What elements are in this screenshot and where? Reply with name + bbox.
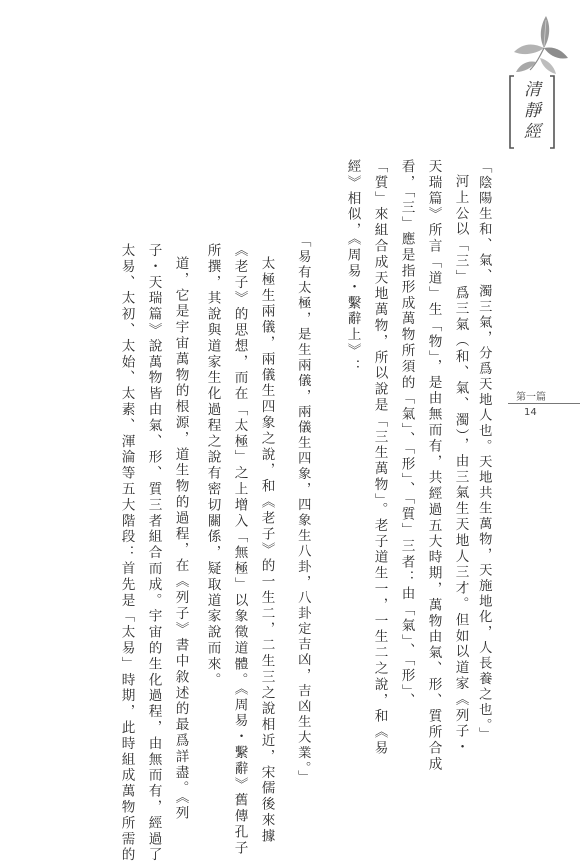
text-column: 天瑞篇》所言「道」生「物」，是由無而有，共經過五大時期，萬物由氣、形、質所合成 bbox=[425, 159, 442, 773]
text-column: 經》相似，《周易・繫辭上》： bbox=[344, 159, 361, 375]
page-number: 14 bbox=[524, 407, 537, 418]
text-column-quote-2: 「易有太極，是生兩儀，兩儀生四象，四象生八卦，八卦定吉凶，吉凶生大業。」 bbox=[295, 234, 311, 786]
text-column: 太易、太初、太始、太素、渾淪等五大階段：首先是「太易」時期，此時組成萬物所需的 bbox=[118, 243, 135, 863]
chapter-emblem bbox=[506, 12, 572, 152]
header-title: 清靜經 bbox=[520, 80, 540, 143]
text-column: 所撰，其說與道家生化過程之說有密切關係，疑取道家說而來。 bbox=[204, 243, 221, 689]
text-column: 道，它是宇宙萬物的根源，道生物的過程，在《列子》書中敘述的最爲詳盡。《列 bbox=[172, 256, 189, 822]
text-column: 太極生兩儀，兩儀生四象之說，和《老子》的一生二，二生三之說相近，宋儒後來據 bbox=[258, 256, 275, 845]
chapter-label: 第一篇 bbox=[516, 392, 546, 403]
chapter-rule bbox=[508, 403, 580, 404]
text-column: 《老子》的思想，而在「太極」之上增入「無極」以象徵道體。《周易・繫辭》舊傳孔子 bbox=[231, 243, 248, 857]
text-column: 子・天瑞篇》說萬物皆由氣、形、質三者組合而成。宇宙的生化過程，由無而有，經過了 bbox=[145, 243, 162, 863]
text-column-quote-1: 「陰陽生和、氣、濁三氣，分爲天地人也。天地共生萬物，天施地化，人長養之也。」 bbox=[476, 160, 492, 743]
text-column: 「質」來組合成天地萬物，所以說是「三生萬物」。老子道生一，一生二之說，和《易 bbox=[371, 159, 388, 757]
text-column: 看，「三」應是指形成萬物所須的「氣」、「形」、「質」三者：由「氣」、「形」、 bbox=[398, 159, 415, 709]
text-column: 河上公以「三」爲三氣（和、氣、濁），由三氣生天地人三才。但如以道家《列子・ bbox=[452, 174, 469, 756]
